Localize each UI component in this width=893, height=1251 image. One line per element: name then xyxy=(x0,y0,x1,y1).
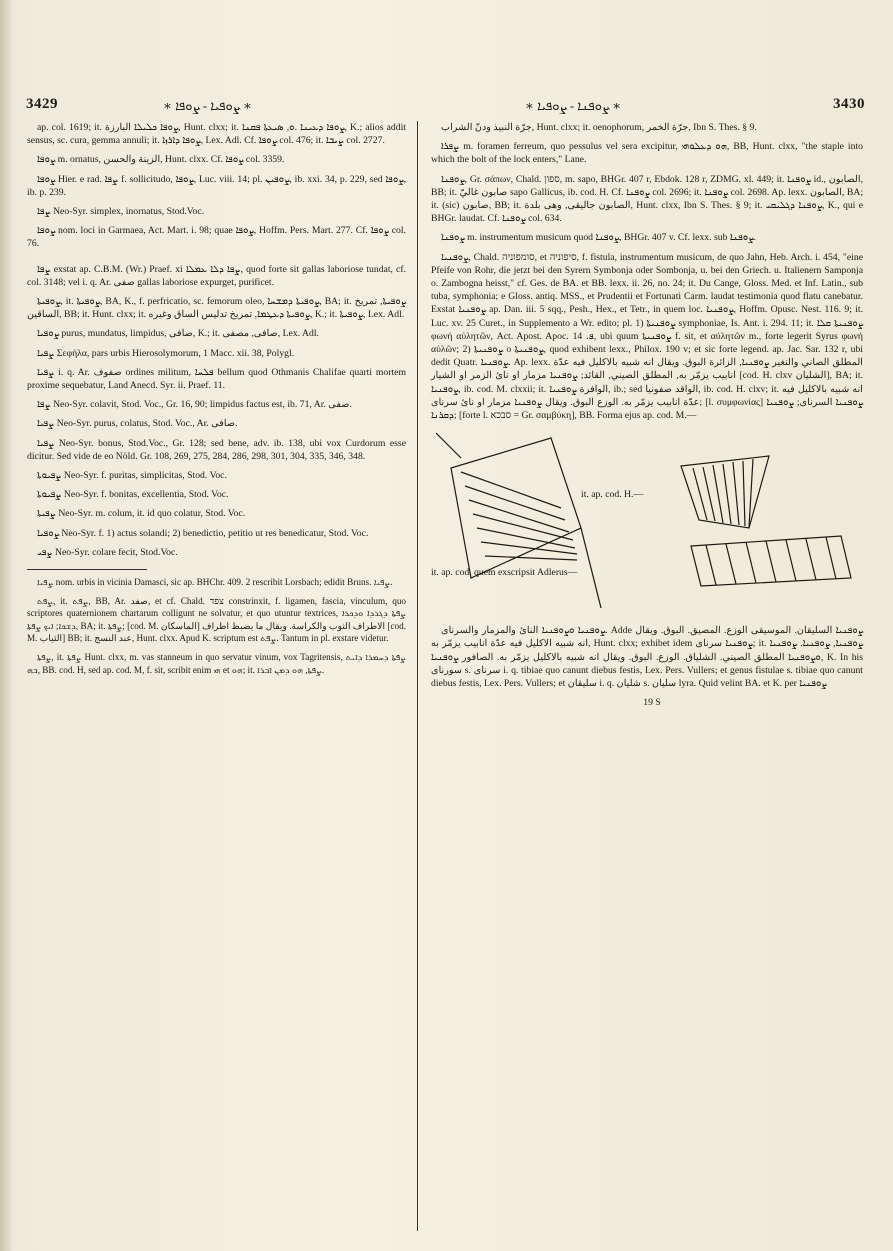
section-rule xyxy=(27,569,147,570)
fistula-drawing-cod-m xyxy=(436,433,601,608)
entry: ܨܦܝܐ Neo-Syr. bonus, Stod.Voc., Gr. 128; sed bene, adv. ib. 138, ubi vox Curdorum esse dicitur. Sed vide de eo Nöld. Gr. 108, 269, 275, 284, 286, 298, 301, 304, 335, 346, 348. xyxy=(27,437,406,462)
entry: ܨܦܬܐ, it. ܨܦܬܐ Hunt. clxx, m. vas stanneum in quo servatur vinum, vox Tagritensis, ܨܦܬܐ ܕܚܡܪܐ ܕܐܝܬ ܒܗ, BB. cod. H, sed ap. cod. M, f. sit, scribit enim ܗܝ et ܗܘ; it. ܨܦܬܐ, ܗܘ ܕܡܢ ܐܒܪܐ. xyxy=(27,652,406,675)
entry: ܨܦܐ exstat ap. C.B.M. (Wr.) Praef. xi ܨܦܐ ܕܠܐ ܥܡܠܐ, quod forte sit gallas laboriose tundat, cf. col. 3148; vel i. q. Ar. صفى gallas laboriose expurget, purificet. xyxy=(27,263,406,288)
entry: ܨܘܦܐ Hier. e rad. ܨܦܐ f. sollicitudo, ܨܘܦܐ, Luc. viii. 14; pl. ܨܘܦܝܢ, ib. xxi. 34, p. 229, sed ܨܘܦܐ, ib. p. 239. xyxy=(27,173,406,198)
binding-gutter xyxy=(0,0,12,1251)
entry: ܨܦܐ Neo-Syr. simplex, inornatus, Stod.Voc. xyxy=(37,206,205,218)
entry: ܨܘܦܢܝܐ, Chald. סומפוניה, et סיפוניה, f. fistula, instrumentum musicum, de quo Jahn, Heb. Arch. i. 454, "eine Pfeife von Rohr, die jetzt bei den Syrern Symbonja oder Sombonja, u. bei den Griech. u. Italienern Samponja o. Zambogna heisst," cf. Ges. de BA. et BB. lexx. ii. 26, no. 24; it. Du Cange, Gloss. Med. et Inf. Latin., sub tuba, symphonia; e Gloss. antiq. MSS., et Prudentii et Fortunati Carm. laudat testimonia quod flatu canebatur. Exstat ܨܘܦܢܝܐ ap. Dan. iii. 5 sqq., Pesh., Hex., et Tetr., in quem loc. ܨܘܦܢܝܐ, Hoffm. Opusc. Nest. 116. 9; it. Luc. xv. 25 Curet., in Supplemento a Wr. edito; pl. 1) ܨܘܦܢܝܬܐ symphoniae, Is. Ant. i. 294. 11; it. ܨܘܦܢܝܬܐ ܩܠܐ φωνή αὐλητῶν, Act. Apost. Apoc. ܦ. 14, ubi quum ܨܘܦܢܝܬܐ f. sit, et αὐλητῶν m., forte legerit Syrus φωνή αὐλῶν; 2) ܨܘܦܢܝܬܐ o ܨܘܦܢܝܬܐ, quod exhibent lexx., Philox. 190 v; et sic forte legend. ap. Jac. Sar. 132 r, ubi dedit Quatr. ܨܘܦܢܝܐ. Ap. lexx. المطلق الصاني والنغير ܨܘܦܢܝܐ, الزائرة البوق. ويقال انه شبيه بالاكليل فيه عدّة انابيب يزمّر به, المطلق الصيني, القائد; ܨܘܦܢܝܐ مزمار او نائ الزمر او الشيار [cod. H. clxv الشليان], BA; it. ܨܘܦܢܝܐ, ib. cod. M. clxxii; it. الوافرة ܨܘܦܢܝܐ, ib.; sed الواقد صفونيا, ib. cod. H. clxv; it. انه شبيه بالاكليل فيه عدّة انابيب يزمّر به. الوزع البوق. ويقال ܨܘܦܢܝܐ مزمار او نائ سرناى; [l. συμφωνίας] ܨܘܦܢܝܐ السرناى; ܨܘܦܢܝܐ ܕܩܪܢܐ; [forte l. סבכא = Gr. σαμβύκη], BB. Forma ejus ap. cod. M.— xyxy=(431,251,864,422)
entry: ܨܦܝܐ Σεφήλα, pars urbis Hierosolymorum, 1 Macc. xii. 38, Polygl. xyxy=(37,347,295,359)
fistula-drawing-cod-h xyxy=(681,456,769,528)
entry: ܨܦܝܬܐ Neo-Syr. m. colum, it. id quo colatur, Stod. Voc. xyxy=(37,508,246,520)
entry: ܨܦܪܐ m. foramen ferreum, quo pessulus vel sera excipitur, ܗܘ ܕܥܠܘܗܝ, BB, Hunt. clxx, "the staple into which the bolt of the lock enters," Lane. xyxy=(431,141,864,166)
column-divider xyxy=(417,121,418,1231)
entry: ܨܘܦܝܐ Neo-Syr. f. 1) actus solandi; 2) benedictio, petitio ut res benedicatur, Stod. Voc. xyxy=(37,527,369,539)
left-page-number: 3429 xyxy=(26,96,58,112)
caption-cod-h: it. ap. cod. H.— xyxy=(581,489,644,501)
entry: ܨܦܝܘܬܐ Neo-Syr. f. puritas, simplicitas, Stod. Voc. xyxy=(37,470,227,482)
left-column xyxy=(27,121,406,682)
entry: ap. col. 1619; it. ܨܘܦܐ ܟܠܝܠܐ البارزة, Hunt. clxx; it. ܨܘܦܐ ܕܥܝܢܐ .ܘ, ܣܝܥܬܐ ܦܩܢܐ, K.; alios addit sensus, sc. cura, gemma annuli; it. ܨܘܦܐ ܕܐܪܙܐ, Lex. Adl. Cf. ܨܘܦܐ col. 476; it. ܨܝܒܐ col. 2727. xyxy=(27,122,406,147)
entry: ܨܦܝ Neo-Syr. colare fecit, Stod.Voc. xyxy=(37,546,178,558)
right-running-head: ∗ ܨܘܦܢܐ - ܨܘܦܝܐ ∗ xyxy=(525,98,622,113)
entry: ܨܘܦܝܐ purus, mundatus, limpidus, صافى, K.; it. صافى, مصفى, Lex. Adl. xyxy=(37,328,319,340)
fistula-drawing-adlerus xyxy=(691,536,851,586)
signature-mark: 19 S xyxy=(643,697,661,709)
instrument-drawings xyxy=(431,428,863,618)
entry: ܨܦܝܐ nom. urbis in vicinia Damasci, sic ap. BHChr. 409. 2 rescribit Lorsbach; edidit Bruns. ܨܦܝܐ. xyxy=(37,577,393,588)
entry: ܨܘܦܢܝܐ ܘܨܘܦܢܝܐ النائ والمزمار والسرناى. Adde ܨܘܦܢܝܐ السليقان. الموسيقى الوزع. المصيق. البوق. ويقال انه شبيه الاكليل فيه عدّة انابيب يزمّر به, Hunt. clxx; exhibet idem ܨܘܦܢܝܐ سرناى; it. ܨܘܦܢܝܐ, ܨܘܦܢܝܐ. ܨܘܦܢܝܐ ܘܨܘܦܢܝܐ المطلق الصيني. الشلياق. الوزع. البوق. ويقال انه شبيه بالاكليل يزمّر به. الصافور ܨܘܦܢܝܐ, K. In his سورناى s. سرناى i. q. tibiae quo canunt diebus festis, Lex. Pers. Vullers; et genus fistulae s. tibiae quo canunt diebus festis, Lex. Pers. Vullers; et سليقان i. q. شليان s. سليان lyra. Quid velint BA. et K. per ܨܘܦܢܝܐ xyxy=(431,625,864,690)
entry: ܨܦܝܘܬܐ Neo-Syr. f. bonitas, excellentia, Stod. Voc. xyxy=(37,489,229,501)
entry: ܨܘܦܝܬܐ, it. ܨܘܦܝܬܐ, BA, K., f. perfricatio, sc. femorum oleo, ܨܘܦܝܬܐ ܕܡܫܚܐ, BA; it. ܨܘܦܝܬܐ, تمريخ الساقين, BB; it. Hunt. clxx; it. ܨܘܦܝܬܐ ܕܥܛܡܐ, تمريخ تدليس الساق وغيره, K.; it. ܨܘܦܝܬܐ, Lex. Adl. xyxy=(27,296,406,321)
entry: ܨܦܝܐ Neo-Syr. purus, colatus, Stod. Voc., Ar. صافى. xyxy=(37,418,238,430)
entry: ܨܘܦܢܐ m. instrumentum musicum quod ܨܘܦܢܐ, BHGr. 407 v. Cf. lexx. sub ܨܘܦܢܐ. xyxy=(441,232,756,244)
entry: جرّة النبيذ ودنّ الشراب, Hunt. clxx; it. oenophorum, جرّة الخمر, Ibn S. Thes. § 9. xyxy=(441,122,757,133)
page-header xyxy=(20,96,873,118)
entry: ܨܦܬ, it. ܨܦܬ, BB, Ar. صفد, et cf. Chald. צפד constrinxit, f. ligamen, fascia, vinculum, quo scriptores quaternionem chartarum colligunt ne solvatur, et quo utuntur textrices, ܨܦܬܐ ܕܓܪܕܐ ܘܕܟܪܐ ܕܫܟܐ; ܐܝܟ ܨܦܬܐ, BA; it. ܨܦܬܐ; [cod. M. الماسكان] الاطراف الثوب والكراسة. ويقال ما يضبط اطراف [cod. M. الثياب] BB; it. عند النسج, Hunt. clxx. Apud K. scriptum est ܨܦܬ. Tantum in pl. exstare videtur. xyxy=(27,595,407,644)
entry: ܨܘܦܢܐ, Gr. σάπων, Chald. ספון, m. sapo, BHGr. 407 r, Ebdok. 128 r, ZDMG. xl. 449; it. ܨܘܦܢܐ id., الصابون, BB; it. صابون غاليّ sapo Gallicus, ib. cod. H. Cf. ܨܘܦܢܐ col. 2696; it. ܨܘܦܢܐ col. 2698. Ap. lexx. الصابون, BA; it. (sic) صابون, BB; it. الصابون جاليقى, وهى بلدة, Hunt. clxx, Ibn S. Thes. § 9; it. ܨܘܦܢܐ ܕܓܠܝܩܝ, K., qui e BHGr. laudat. Cf. ܨܘܦܢܐ col. 634. xyxy=(431,173,864,225)
entry: ܨܘܦܐ nom. loci in Garmaea, Act. Mart. i. 98; quae ܨܘܦܐ, Hoffm. Pers. Mart. 277. Cf. ܨܘܦܐ col. 76. xyxy=(27,225,406,250)
caption-adlerus: it. ap. cod. quem exscripsit Adlerus— xyxy=(431,567,578,579)
right-page-number: 3430 xyxy=(833,96,865,112)
entry: ܨܦܝܐ i. q. Ar. صفوف ordines militum, ܦܠܚܐ bellum quod Othmanis Chalifae quarti mortem proxime sequebatur, Land Anecd. Syr. ii. Praef. 11. xyxy=(27,366,407,392)
entry: ܨܘܦܐ m. ornatus, الزينة والحسن, Hunt. clxx. Cf. ܨܘܦܐ col. 3359. xyxy=(37,154,285,166)
left-running-head: ∗ ܨܘܦܝܐ - ܨܘܦܐ ∗ xyxy=(163,98,252,113)
right-column xyxy=(431,121,863,715)
instrument-figures xyxy=(431,428,863,618)
entry: ܨܦܐ Neo-Syr. colavit, Stod. Voc., Gr. 16, 90; limpidus factus est, ib. 71, Ar. صفى. xyxy=(37,399,352,411)
